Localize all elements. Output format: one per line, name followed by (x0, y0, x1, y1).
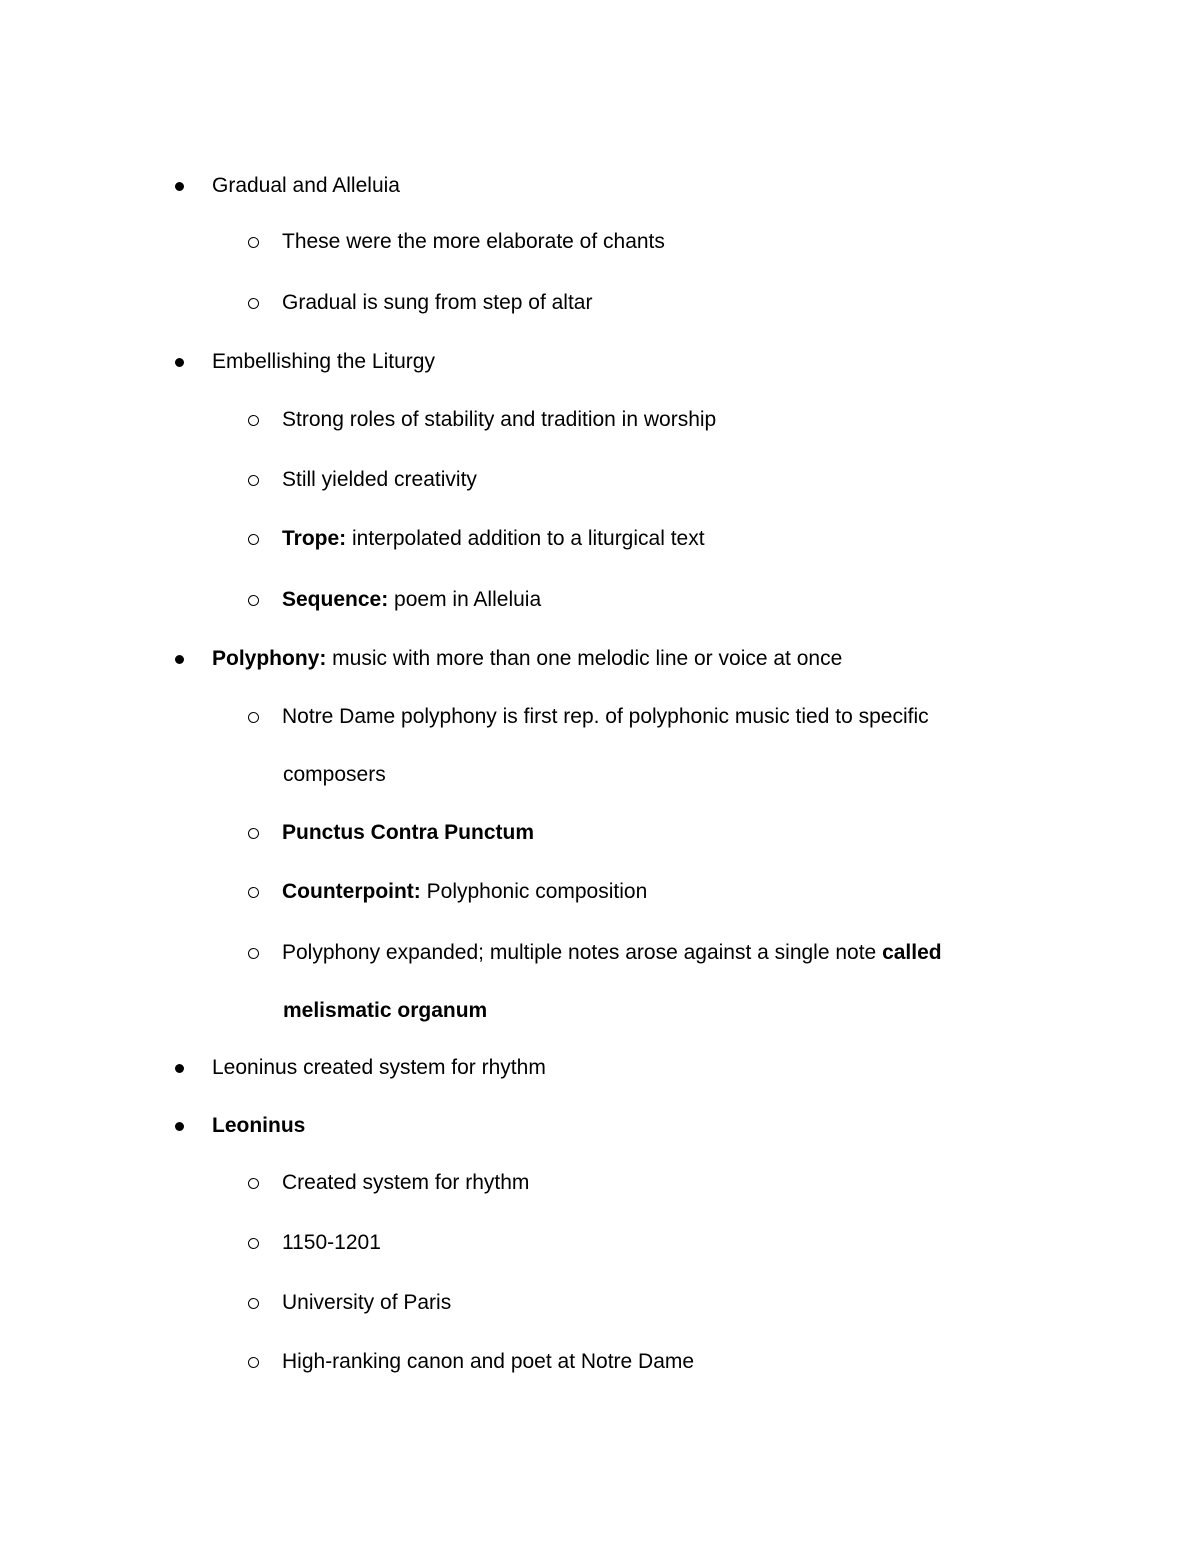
list-item-text: Gradual and Alleluia (212, 174, 400, 197)
circle-bullet-icon (248, 298, 259, 309)
bullet-icon (175, 655, 184, 664)
list-item (248, 1283, 451, 1323)
circle-bullet-icon (248, 237, 259, 248)
list-item-text (282, 519, 705, 559)
list-item (175, 1048, 546, 1088)
term-label: Trope: (282, 527, 347, 550)
circle-bullet-icon (248, 1298, 259, 1309)
circle-bullet-icon (248, 948, 259, 959)
list-item-text (212, 639, 842, 679)
list-item (248, 519, 705, 559)
list-item-text: Strong roles of stability and tradition in worship (282, 408, 717, 431)
list-item (175, 342, 435, 382)
list-item (248, 872, 647, 912)
list-item (175, 1106, 305, 1146)
list-item-text (282, 580, 541, 620)
list-item-text (282, 872, 647, 912)
list-item-text: Still yielded creativity (282, 468, 477, 491)
list-item (248, 283, 592, 323)
term-definition: music with more than one melodic line or voice at once (326, 647, 843, 670)
list-item-text: Notre Dame polyphony is first rep. of polyphonic music tied to specific (282, 705, 929, 728)
term-label: called (882, 941, 942, 964)
circle-bullet-icon (248, 828, 259, 839)
list-item (248, 813, 534, 853)
list-item (248, 580, 541, 620)
term-definition: Polyphonic composition (420, 880, 648, 903)
circle-bullet-icon (248, 1178, 259, 1189)
circle-bullet-icon (248, 887, 259, 898)
bullet-icon (175, 182, 184, 191)
list-item (248, 1163, 529, 1203)
circle-bullet-icon (248, 415, 259, 426)
list-item (248, 222, 665, 262)
term-label: Counterpoint: (282, 880, 421, 903)
term-definition: poem in Alleluia (388, 588, 542, 611)
list-item (248, 1342, 694, 1382)
list-item (248, 460, 477, 500)
circle-bullet-icon (248, 712, 259, 723)
list-item-text: University of Paris (282, 1291, 452, 1314)
circle-bullet-icon (248, 1238, 259, 1249)
list-item-text: Gradual is sung from step of altar (282, 291, 593, 314)
list-item-continuation (283, 991, 487, 1031)
term-label: Punctus Contra Punctum (282, 821, 535, 844)
list-item (175, 166, 400, 206)
circle-bullet-icon (248, 475, 259, 486)
term-label: Sequence: (282, 588, 389, 611)
list-item (248, 400, 716, 440)
list-item (175, 639, 842, 679)
list-item-text (212, 1106, 305, 1146)
list-item-continuation: composers (283, 763, 386, 786)
circle-bullet-icon (248, 595, 259, 606)
list-item-text: Leoninus created system for rhythm (212, 1056, 546, 1079)
list-item-text (282, 813, 534, 853)
bullet-icon (175, 1064, 184, 1073)
list-item-text: High-ranking canon and poet at Notre Dame (282, 1350, 695, 1373)
list-item-text: Embellishing the Liturgy (212, 350, 435, 373)
bullet-icon (175, 1122, 184, 1131)
list-item-text (282, 933, 942, 973)
list-item-text: 1150-1201 (282, 1231, 381, 1254)
circle-bullet-icon (248, 1357, 259, 1368)
list-item (248, 933, 942, 973)
term-label: Polyphony: (212, 647, 327, 670)
list-item-plain-text: Polyphony expanded; multiple notes arose against a single note (282, 941, 883, 964)
list-item-text: These were the more elaborate of chants (282, 230, 665, 253)
list-item (248, 697, 929, 737)
list-item-text: Created system for rhythm (282, 1171, 530, 1194)
term-definition: interpolated addition to a liturgical text (346, 527, 705, 550)
term-label: Leoninus (212, 1114, 306, 1137)
list-item (248, 1223, 381, 1263)
bullet-icon (175, 358, 184, 367)
term-label: melismatic organum (283, 999, 488, 1022)
circle-bullet-icon (248, 534, 259, 545)
